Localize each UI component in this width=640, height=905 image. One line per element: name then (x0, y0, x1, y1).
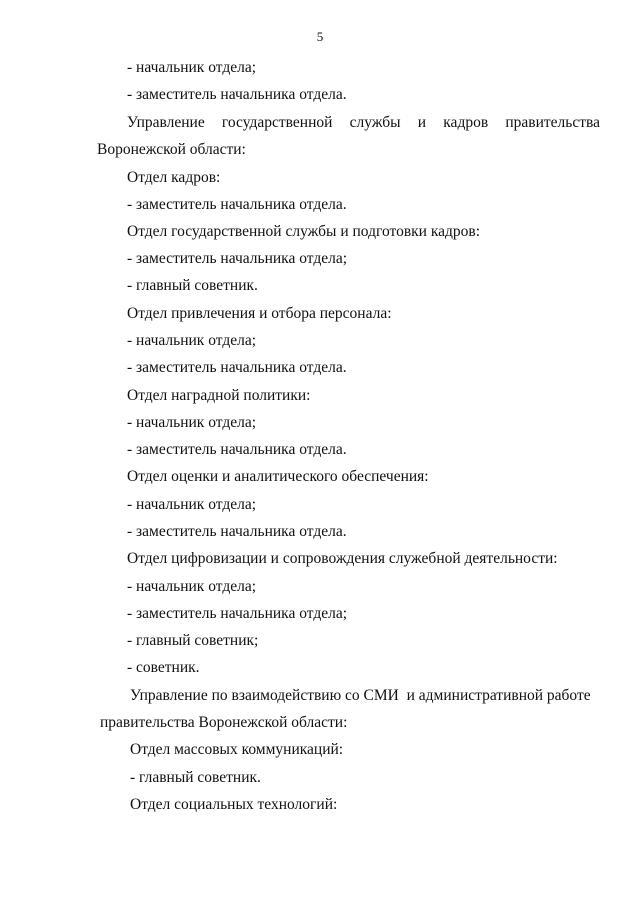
list-item: - советник. (127, 659, 200, 676)
department-heading: Отдел наградной политики: (127, 387, 311, 404)
list-item: - начальник отдела; (127, 332, 257, 349)
department-heading: Отдел кадров: (127, 169, 221, 186)
list-item: - главный советник. (130, 769, 261, 786)
list-item: - начальник отдела; (127, 59, 257, 76)
list-item: - заместитель начальника отдела; (127, 605, 348, 622)
department-heading: Отдел оценки и аналитического обеспечения: (127, 468, 429, 485)
list-item: - начальник отдела; (127, 496, 257, 513)
section-heading: Управление по взаимодействию со СМИ и административной работе (130, 687, 591, 704)
department-heading: Отдел социальных технологий: (130, 796, 338, 813)
section-heading-continuation: Воронежской области: (97, 141, 246, 158)
department-heading: Отдел массовых коммуникаций: (130, 741, 344, 758)
department-heading: Отдел цифровизации и сопровождения служебной деятельности: (127, 550, 558, 567)
department-heading: Отдел привлечения и отбора персонала: (127, 305, 392, 322)
list-item: - заместитель начальника отдела; (127, 250, 348, 267)
section-heading: Управление государственной службы и кадров правительства (127, 114, 600, 131)
page-number: 5 (316, 29, 324, 44)
list-item: - заместитель начальника отдела. (127, 441, 347, 458)
list-item: - заместитель начальника отдела. (127, 196, 347, 213)
list-item: - начальник отдела; (127, 414, 257, 431)
department-heading: Отдел государственной службы и подготовки кадров: (127, 223, 481, 240)
list-item: - главный советник; (127, 632, 259, 649)
list-item: - заместитель начальника отдела. (127, 523, 347, 540)
list-item: - начальник отдела; (127, 578, 257, 595)
list-item: - главный советник. (127, 277, 258, 294)
list-item: - заместитель начальника отдела. (127, 86, 347, 103)
list-item: - заместитель начальника отдела. (127, 359, 347, 376)
section-heading-continuation: правительства Воронежской области: (100, 714, 348, 731)
